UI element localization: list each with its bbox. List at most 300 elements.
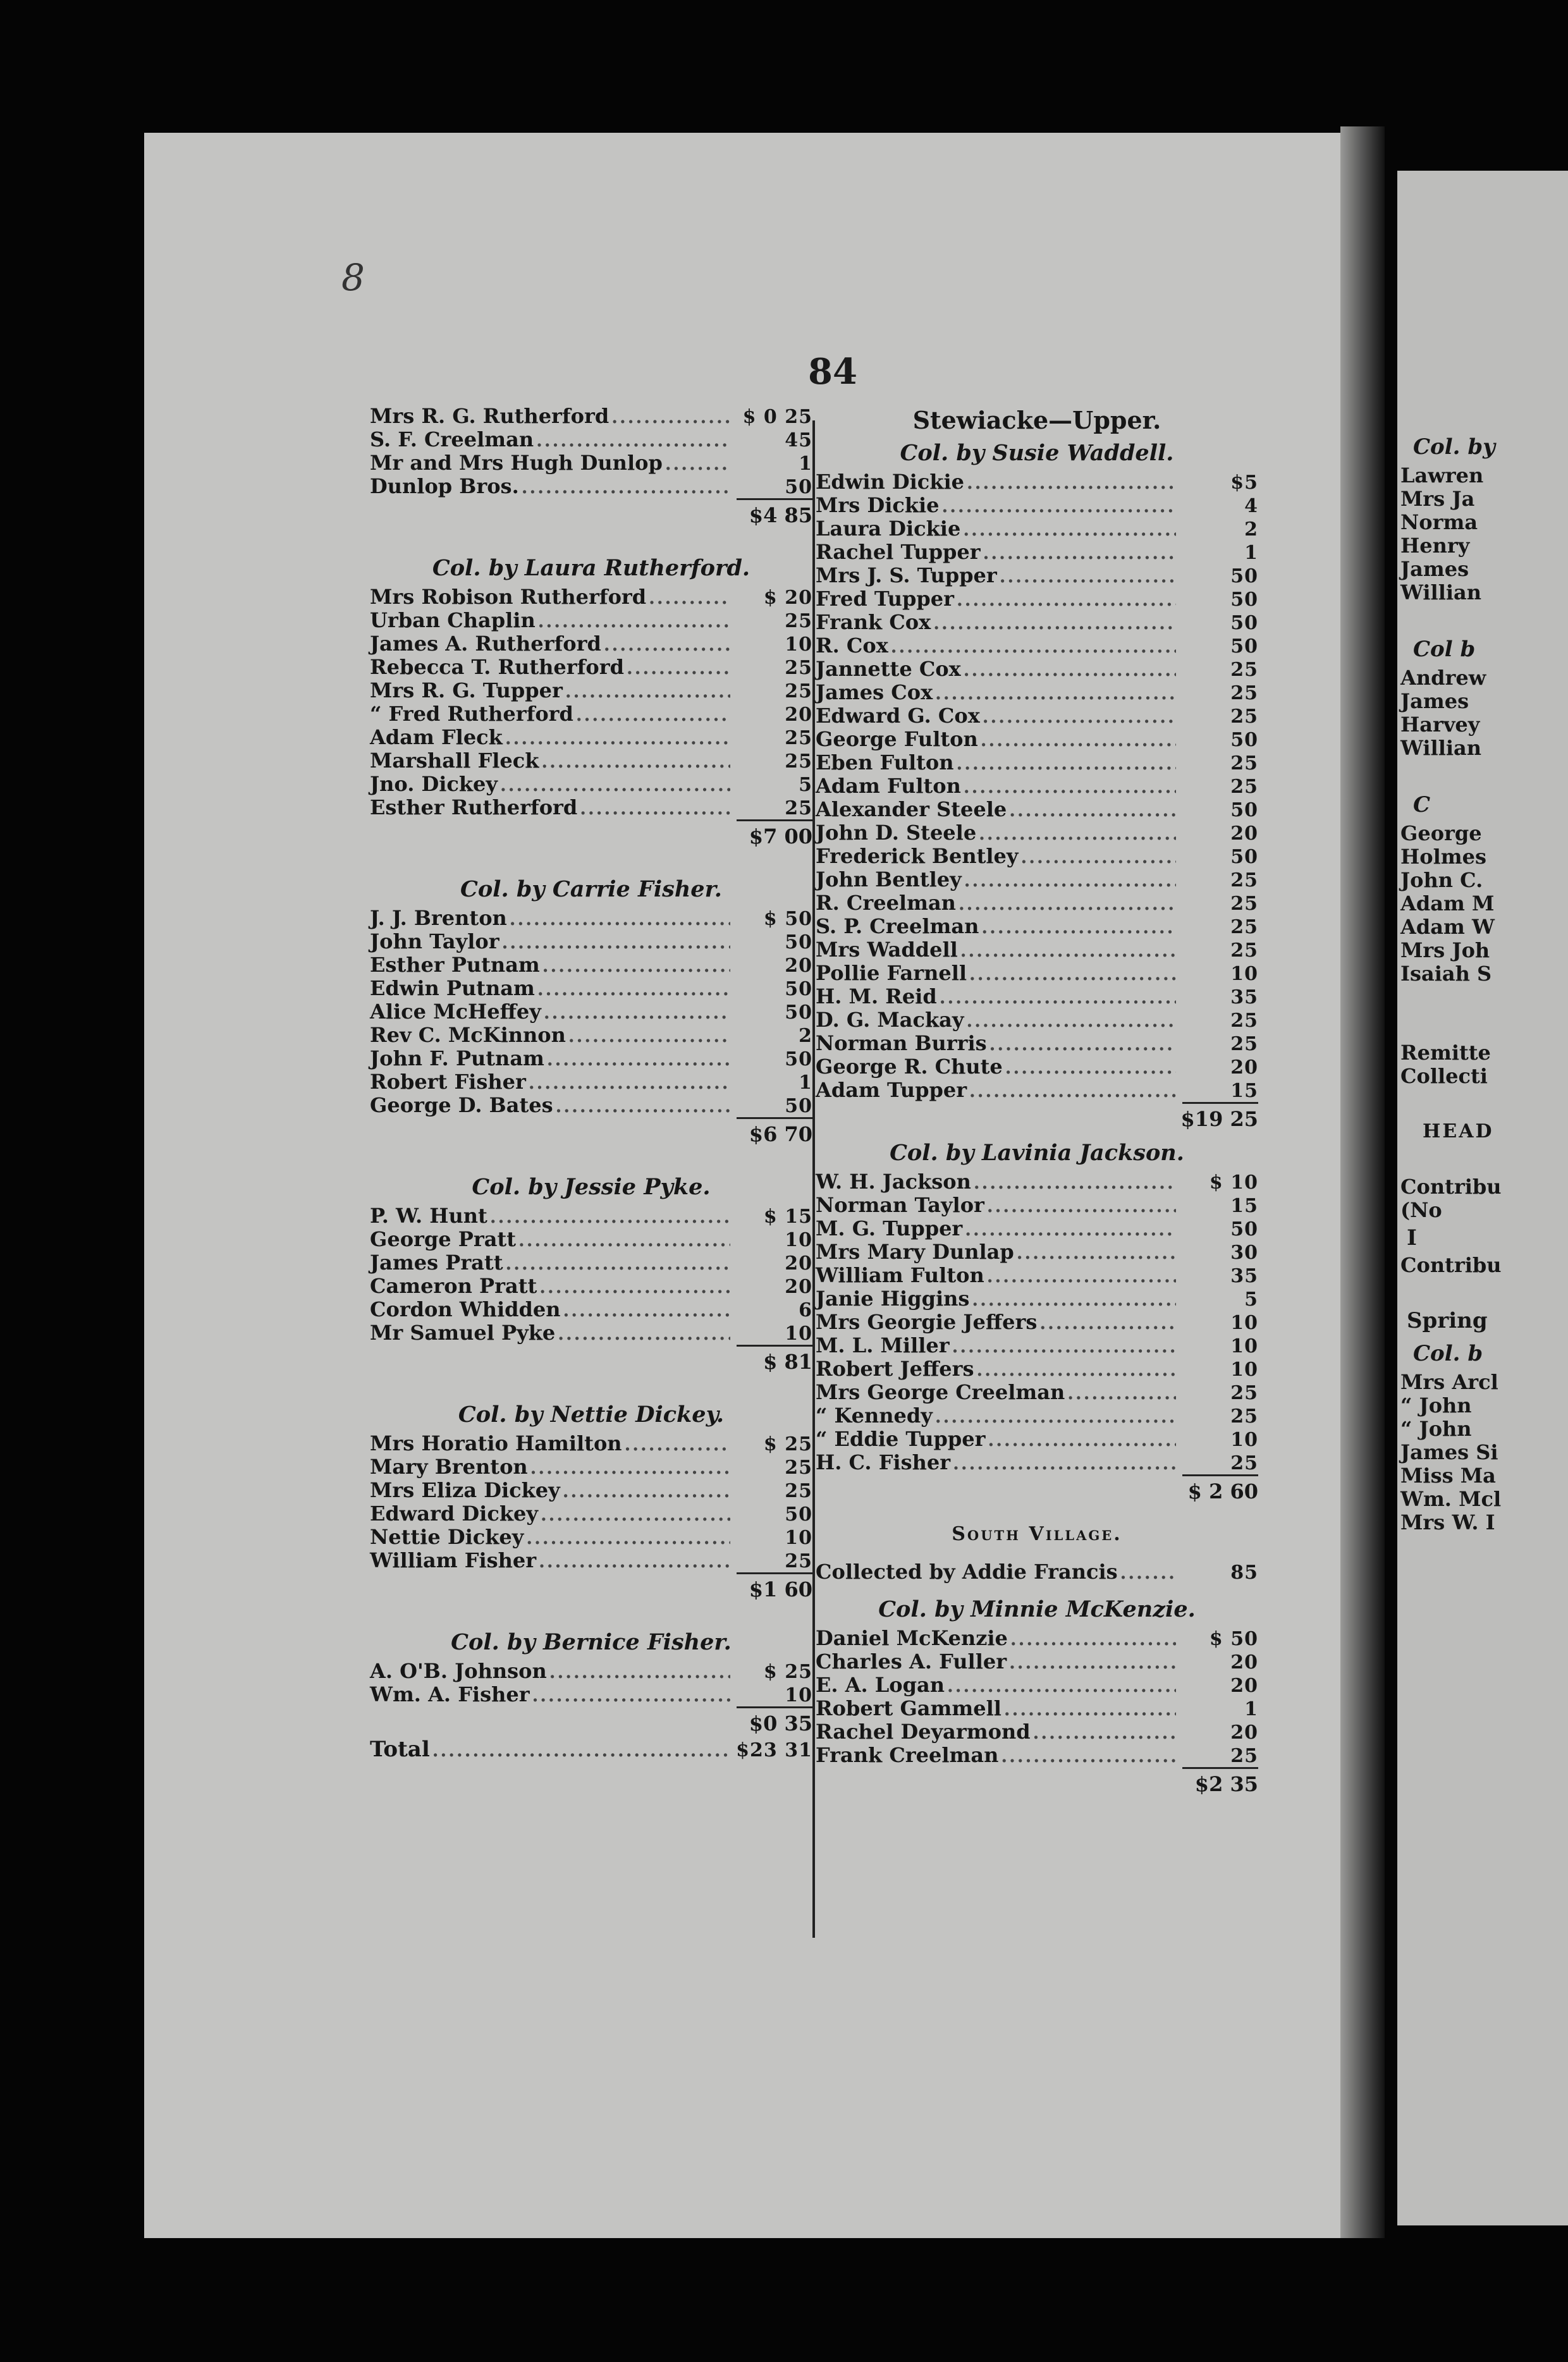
list-item [816,564,1258,587]
total-label: Total [370,1737,430,1762]
leader-dots [540,954,730,977]
entry-name: William Fisher [370,1548,537,1572]
list-item [370,405,812,428]
entry-name: Mrs Dickie [816,493,940,517]
list-item [816,1627,1258,1650]
subtotal-rule [816,1102,1258,1105]
list-item [816,1287,1258,1311]
entry-amount: 25 [1230,776,1258,798]
list-item: Wm. Mcl [1400,1487,1502,1511]
list-item [370,1000,812,1024]
entry-amount: $5 [1230,472,1258,494]
entry-name: Mrs Horatio Hamilton [370,1431,622,1455]
leader-dots [962,1218,1176,1241]
leader-dots [566,1024,730,1048]
leader-dots [940,494,1176,518]
entry-name: J. J. Brenton [370,906,507,930]
entry-name: Cordon Whidden [370,1297,561,1321]
leader-dots [538,1503,730,1526]
entry-name: Urban Chaplin [370,608,536,632]
list-item [816,868,1258,891]
list-item [816,1079,1258,1102]
entry-amount: 25 [785,1550,812,1572]
entry-amount: 50 [785,1001,812,1024]
leader-dots [980,705,1176,728]
entry-name: “ Fred Rutherford [370,702,573,726]
list-item: Adam W [1400,915,1495,939]
entry-amount: 25 [785,750,812,773]
entry-amount: $ 10 [1209,1172,1258,1194]
entry-name: H. C. Fisher [816,1450,951,1474]
collector-heading: Col. by Nettie Dickey. [458,1402,725,1428]
line-gap [1397,1088,1568,1116]
entry-amount: 25 [1230,659,1258,681]
right-column [816,405,1258,1799]
list-item [370,1502,812,1526]
list-item [370,656,812,679]
list-item [370,1660,812,1683]
entry-name: H. M. Reid [816,984,937,1008]
entry-amount: 50 [785,978,812,1000]
entry-name: Esther Rutherford [370,795,578,819]
entry-amount: 1 [799,1072,812,1094]
entry-name: James Cox [816,680,933,704]
list-item [370,907,812,930]
section-title: HEAD [1423,1120,1494,1142]
entry-amount: 25 [1230,752,1258,774]
list-item [370,1070,812,1094]
entry-name: Collected by Addie Francis [816,1560,1118,1584]
entry-amount: 25 [1230,1033,1258,1055]
entry-name: Edward Dickey [370,1502,538,1526]
section-gap [370,851,812,872]
subtotal-rule [370,1706,812,1709]
list-item: Willian [1400,736,1481,760]
next-page-lines [1397,171,1568,1534]
entry-amount: 2 [1244,518,1258,541]
entry-amount: 25 [1230,1745,1258,1767]
list-item [370,773,812,796]
list-item [816,751,1258,774]
entry-amount: 25 [1230,869,1258,891]
leader-dots [536,1550,730,1573]
leader-dots [933,682,1176,705]
collector-heading: Col. by [1413,434,1495,460]
list-item: James [1400,689,1469,713]
left-column [370,405,812,1761]
entry-amount: 25 [1230,939,1258,962]
list-item [370,1479,812,1502]
entry-amount: 10 [1230,1359,1258,1381]
leader-dots [534,429,730,452]
leader-dots [526,1071,730,1094]
entry-amount: 30 [1230,1242,1258,1264]
entry-name: Alexander Steele [816,797,1007,821]
leader-dots [964,471,1176,494]
leader-dots [547,1660,730,1684]
entry-name: Mary Brenton [370,1455,528,1479]
entry-amount: 25 [1230,893,1258,915]
entry-name: Marshall Fleck [370,749,539,773]
leader-dots [978,728,1176,752]
list-item: “ John [1400,1417,1472,1441]
leader-dots [1014,1241,1176,1264]
subtotal-amount: $1 60 [749,1577,812,1601]
list-item [816,1744,1258,1767]
leader-dots [530,1684,730,1707]
list-item [816,938,1258,962]
leader-dots [954,588,1176,611]
leader-dots [979,915,1176,939]
list-item: Harvey [1400,713,1480,737]
entry-name: Robert Gammell [816,1696,1001,1720]
entry-name: Adam Fulton [816,774,961,798]
entry-name: William Fulton [816,1263,984,1287]
list-item [816,681,1258,704]
entry-name: Adam Tupper [816,1078,967,1102]
list-item: Lawren [1400,463,1484,487]
entry-amount: 50 [785,931,812,953]
list-item [816,985,1258,1008]
section-gap [370,1376,812,1398]
entry-name: W. H. Jackson [816,1170,971,1194]
entry-name: Robert Fisher [370,1070,526,1094]
list-item [816,845,1258,868]
entry-name: John Bentley [816,867,962,891]
entry-name: Mr Samuel Pyke [370,1321,556,1345]
leader-dots [601,633,730,656]
entry-amount: 20 [785,1252,812,1275]
subtotal-amount: $6 70 [749,1122,812,1146]
leader-dots [663,452,730,475]
line-gap [1397,1013,1568,1041]
leader-dots [539,750,730,773]
leader-dots [960,518,1176,541]
list-item [816,634,1258,658]
entry-amount: 10 [1230,1429,1258,1451]
list-item [816,470,1258,494]
section-title: South Village. [952,1523,1122,1545]
leader-dots [519,475,730,499]
list-item [816,962,1258,985]
entry-name: Frederick Bentley [816,844,1019,868]
leader-dots [622,1433,730,1456]
entry-name: Laura Dickie [816,517,961,541]
entry-amount: 20 [785,1276,812,1298]
leader-dots [961,775,1176,799]
leader-dots [536,609,730,633]
entry-amount: 6 [799,1299,812,1321]
page-marker: 8 [341,256,365,299]
entry-amount: 1 [1244,542,1258,564]
entry-amount: 10 [1230,1335,1258,1357]
list-item [816,1697,1258,1720]
list-item: Mrs W. I [1400,1510,1495,1534]
section-gap [816,1506,1258,1519]
leader-dots [537,1275,730,1299]
entry-name: Alice McHeffey [370,1000,541,1024]
subtotal-amount: $4 85 [749,503,812,527]
list-item [370,475,812,498]
leader-dots [487,1205,730,1228]
entry-name: Mrs Mary Dunlap [816,1240,1014,1264]
line-gap [1397,986,1568,1013]
next-page-fragment [1397,171,1568,2225]
leader-dots [563,680,730,703]
leader-dots [1118,1561,1176,1584]
subtotal-rule [370,1572,812,1575]
entry-name: “ Eddie Tupper [816,1427,986,1451]
entry-name: Eben Fulton [816,750,954,774]
list-item: Holmes [1400,845,1486,869]
entry-name: Edwin Dickie [816,470,964,494]
list-item [816,1240,1258,1264]
leader-dots [987,1032,1176,1056]
entry-name: Rachel Deyarmond [816,1720,1031,1744]
entry-name: Frank Creelman [816,1743,999,1767]
entry-name: Mrs George Creelman [816,1380,1065,1404]
subtotal-rule [816,1474,1258,1477]
entry-name: Wm. A. Fisher [370,1682,530,1706]
list-item [816,774,1258,798]
entry-name: Dunlop Bros. [370,474,519,498]
subtotal-amount: $7 00 [749,824,812,848]
list-item [370,796,812,819]
list-item [816,1008,1258,1032]
leader-dots [950,1335,1176,1358]
list-item: Remitte [1400,1041,1491,1065]
line-gap [1397,1277,1568,1305]
subtotal-amount: $2 35 [1194,1772,1258,1796]
collector-heading: C [1413,792,1431,817]
entry-amount: 50 [1230,589,1258,611]
entry-amount: 5 [799,774,812,796]
list-item [816,728,1258,751]
list-item: James Si [1400,1440,1498,1464]
section-gap [816,1550,1258,1560]
entry-name: M. G. Tupper [816,1216,963,1240]
list-item [816,1650,1258,1674]
list-item: Mrs Joh [1400,938,1490,962]
entry-name: Mrs Waddell [816,938,958,962]
list-item [370,1204,812,1228]
entry-name: Norman Burris [816,1031,987,1055]
entry-name: Pollie Farnell [816,961,967,985]
entry-amount: 35 [1230,986,1258,1008]
leader-dots [524,1526,730,1550]
entry-amount: 25 [785,657,812,679]
list-item: Contribu [1400,1175,1502,1199]
entry-name: R. Cox [816,633,888,658]
entry-name: Fred Tupper [816,587,954,611]
list-item [816,1674,1258,1697]
list-item: Henry [1400,534,1470,558]
entry-name: Daniel McKenzie [816,1626,1008,1650]
collector-heading: Col. by Carrie Fisher. [460,876,722,902]
leader-dots [560,1479,730,1503]
subtotal-amount: $ 2 60 [1187,1479,1258,1503]
list-item: Adam M [1400,891,1495,915]
entry-name: Mrs Eliza Dickey [370,1478,560,1502]
collector-heading: Col. b [1413,1341,1483,1366]
list-item [370,1228,812,1251]
entry-amount: $ 20 [763,587,812,609]
entry-amount: 20 [1230,1056,1258,1079]
list-item [816,1311,1258,1334]
entry-amount: 2 [799,1025,812,1047]
entry-amount: 10 [785,1323,812,1345]
section-gap [370,1149,812,1170]
subtotal-rule [370,819,812,822]
leader-dots [503,1252,730,1275]
leader-dots [1018,845,1176,869]
entry-amount: 10 [785,1229,812,1251]
leader-dots [544,1048,730,1071]
entry-name: M. L. Miller [816,1333,950,1357]
entry-name: A. O'B. Johnson [370,1659,547,1683]
leader-dots [1065,1381,1176,1405]
entry-name: Mrs J. S. Tupper [816,563,997,587]
list-item [816,1032,1258,1055]
entry-name: Jno. Dickey [370,772,498,796]
entry-name: Cameron Pratt [370,1274,537,1298]
entry-amount: 25 [1230,1382,1258,1404]
leader-dots [609,405,730,429]
entry-amount: 50 [1230,565,1258,587]
entry-amount: 25 [785,797,812,819]
entry-amount: 10 [785,1684,812,1706]
section-title: Stewiacke—Upper. [912,406,1161,434]
leader-dots [967,1079,1176,1103]
list-item [370,1432,812,1455]
list-item [816,1560,1258,1584]
entry-name: P. W. Hunt [370,1204,487,1228]
leader-dots [541,1001,730,1024]
leader-dots [961,658,1176,682]
list-item [370,1024,812,1047]
leader-dots [503,726,730,750]
leader-dots [976,822,1176,845]
entry-amount: 25 [1230,682,1258,704]
line-gap [1397,760,1568,788]
list-item [816,821,1258,845]
entry-name: John F. Putnam [370,1046,544,1070]
leader-dots [624,656,730,680]
entry-name: Frank Cox [816,610,931,634]
list-item [370,930,812,953]
leader-dots [937,986,1176,1009]
entry-amount: 10 [785,633,812,656]
leader-dots [931,611,1176,635]
entry-amount: 85 [1230,1562,1258,1584]
list-item [816,494,1258,517]
list-item [370,953,812,977]
entry-name: George D. Bates [370,1093,553,1117]
entry-amount: $ 50 [1209,1628,1258,1650]
entry-name: George R. Chute [816,1055,1003,1079]
entry-amount: 50 [1230,846,1258,868]
list-item [816,517,1258,541]
leader-dots [577,797,730,820]
list-item [816,1451,1258,1474]
list-item [370,451,812,475]
line-gap [1397,1147,1568,1175]
section-gap [816,1584,1258,1593]
collector-heading: Col. by Minnie McKenzie. [878,1596,1196,1622]
entry-name: Mr and Mrs Hugh Dunlop [370,451,663,475]
collector-heading: Col. by Bernice Fisher. [451,1629,732,1655]
list-item [370,1526,812,1549]
entry-amount: $ 25 [763,1661,812,1683]
list-item [370,977,812,1000]
section-gap [370,1604,812,1625]
list-item [816,1055,1258,1079]
list-item [816,1334,1258,1357]
leader-dots [573,703,730,726]
entry-amount: 10 [1230,1312,1258,1334]
leader-dots [498,773,730,797]
list-item: Collecti [1400,1064,1488,1088]
list-item [816,587,1258,611]
leader-dots [945,1674,1176,1698]
leader-dots [1007,1651,1176,1674]
entry-name: D. G. Mackay [816,1008,964,1032]
total-row [370,1738,812,1761]
entry-amount: 20 [1230,1722,1258,1744]
entry-name: Nettie Dickey [370,1525,524,1549]
leader-dots [954,752,1177,775]
entry-name: Robert Jeffers [816,1357,974,1381]
entry-amount: 25 [1230,1452,1258,1474]
list-item: Mrs Ja [1400,487,1475,511]
leader-dots [1001,1698,1176,1721]
list-item [370,679,812,702]
entry-amount: 20 [1230,1651,1258,1674]
list-item: Isaiah S [1400,962,1492,986]
entry-amount: 50 [785,476,812,498]
entry-amount: 25 [1230,1010,1258,1032]
entry-amount: 50 [1230,635,1258,658]
list-item [370,585,812,609]
entry-name: John Taylor [370,929,499,953]
list-item [816,704,1258,728]
section-gap [370,530,812,551]
entry-amount: 25 [1230,706,1258,728]
entry-name: Rachel Tupper [816,540,981,564]
entry-amount: $ 0 25 [742,406,812,428]
leader-dots [1003,1056,1176,1079]
entry-amount: 20 [785,955,812,977]
entry-name: George Fulton [816,727,978,751]
entry-amount: 25 [1230,1405,1258,1428]
list-item: Mrs Arcl [1400,1370,1498,1394]
entry-amount: 25 [785,1480,812,1502]
list-item: Willian [1400,580,1481,604]
list-item [816,1428,1258,1451]
entry-amount: 4 [1244,495,1258,517]
entry-name: Norman Taylor [816,1193,984,1217]
subtotal-amount: $19 25 [1180,1107,1258,1131]
entry-name: Jannette Cox [816,657,961,681]
list-item: Norma [1400,510,1478,534]
leader-dots [967,962,1176,986]
entry-amount: $ 25 [763,1433,812,1455]
list-item [370,632,812,656]
section-title: Spring [1407,1308,1488,1333]
list-item [816,1170,1258,1194]
subtotal-rule [816,1767,1258,1770]
leader-dots [958,939,1176,962]
